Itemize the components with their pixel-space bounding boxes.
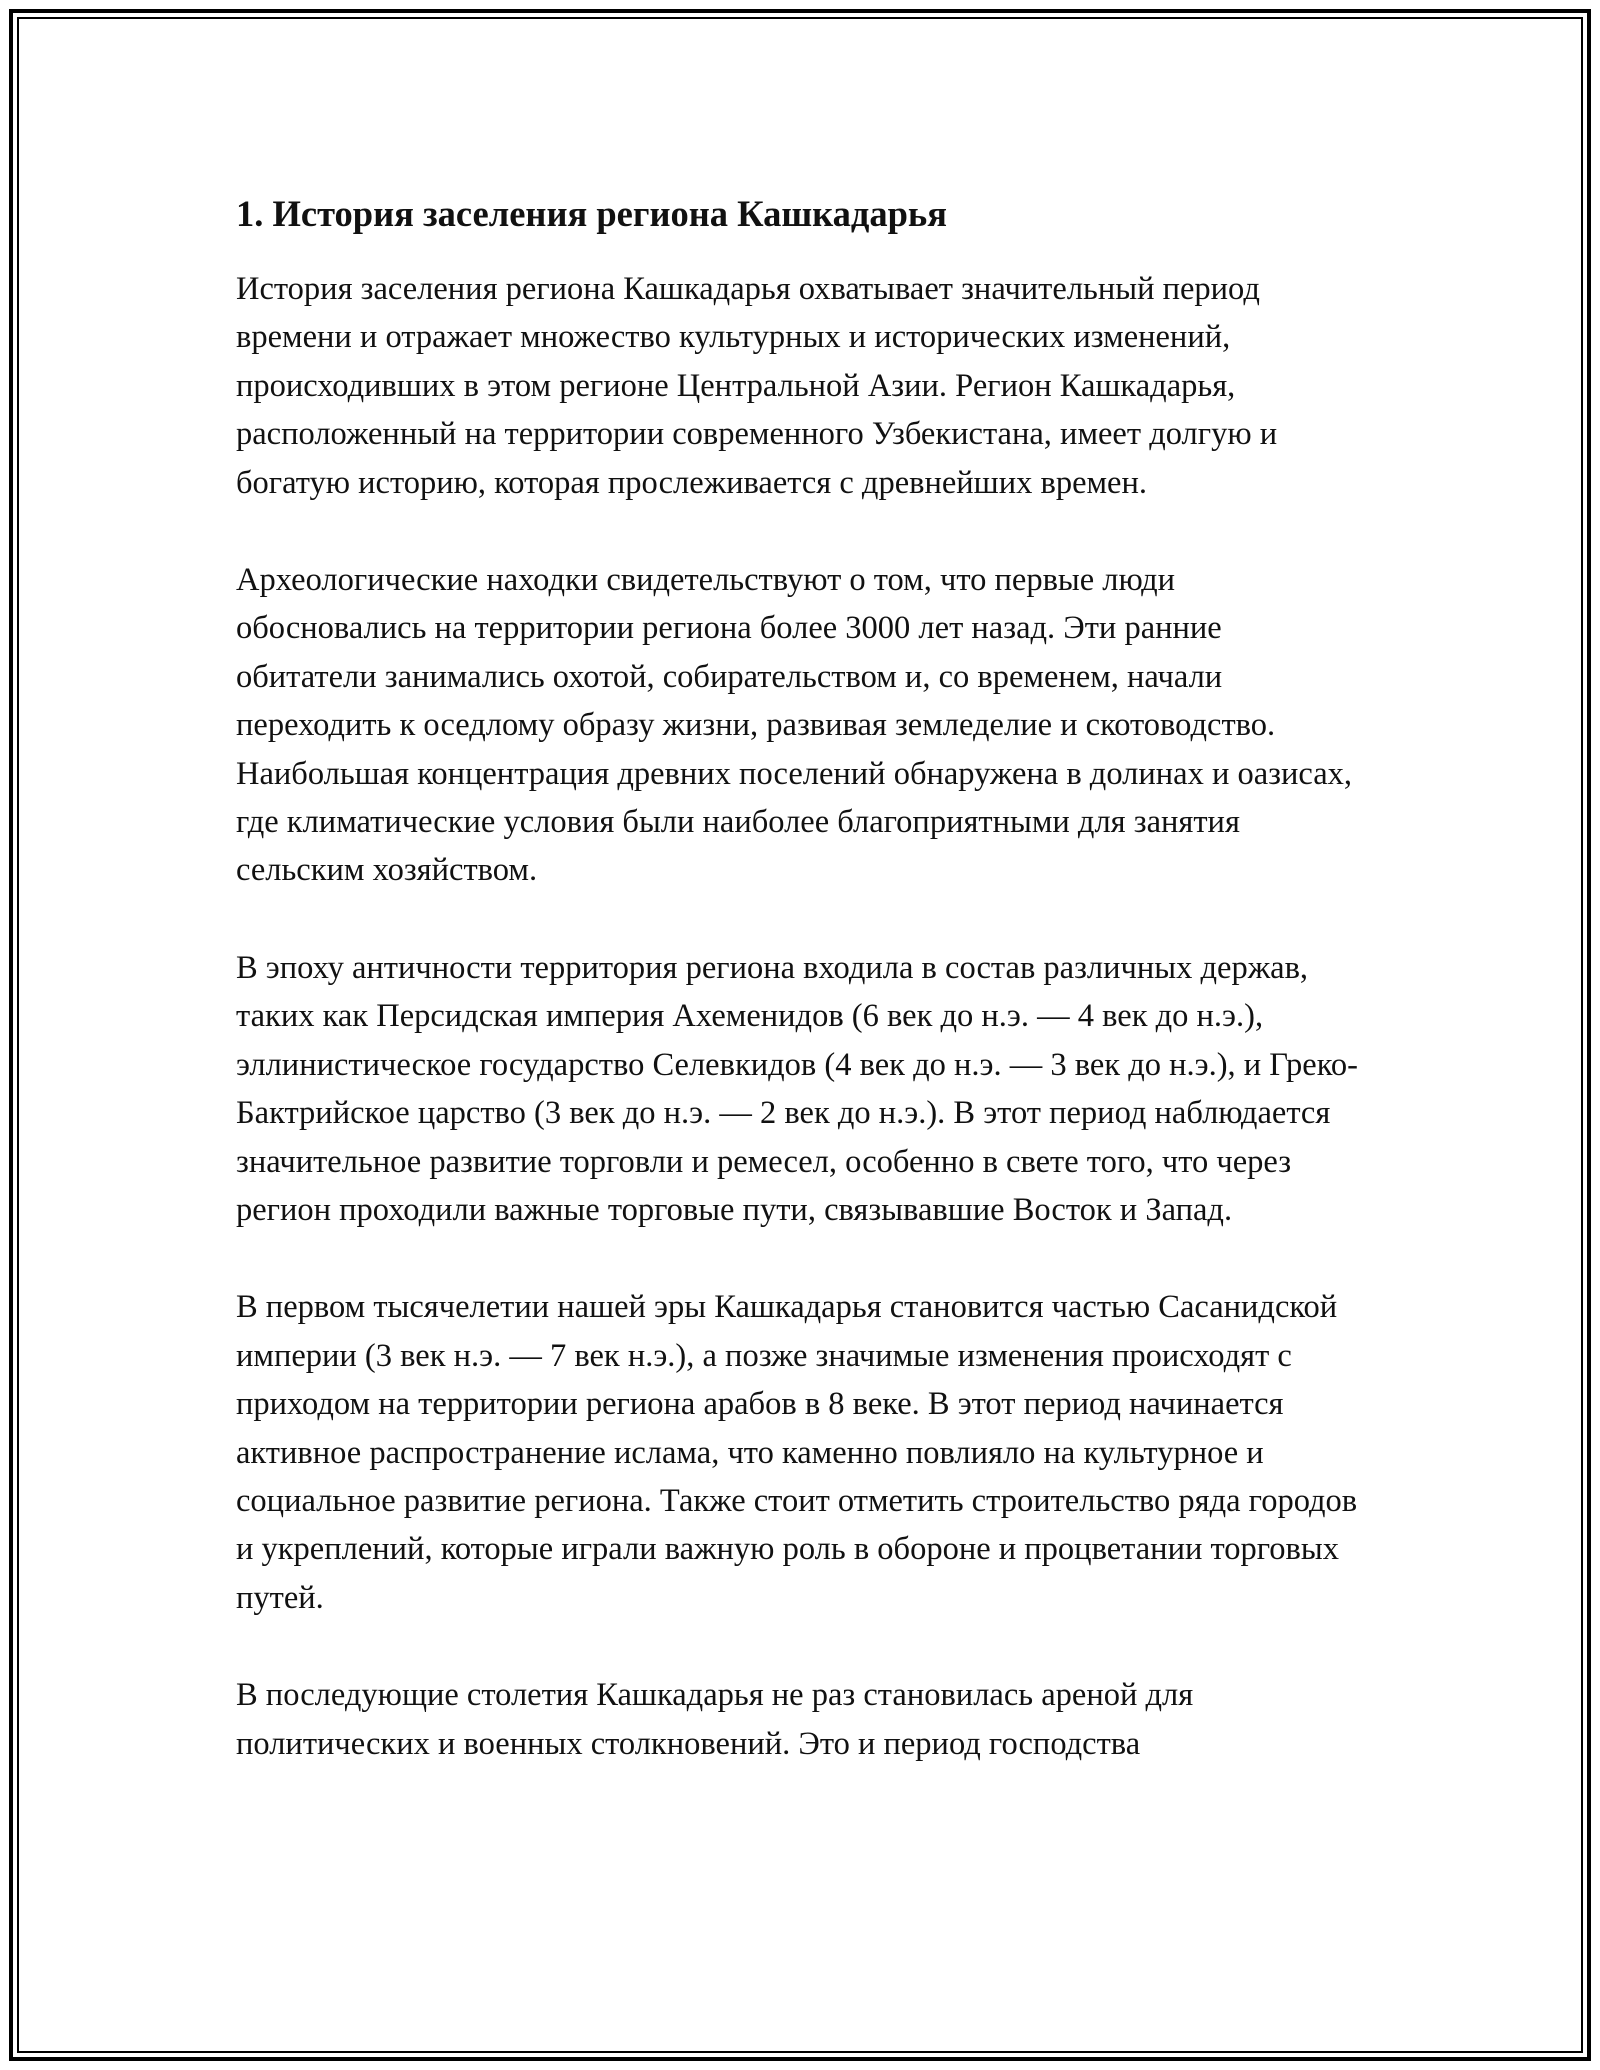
- paragraph-first-millennium: В первом тысячелетии нашей эры Кашкадарья становится частью Сасанидской империи (3 век н.э. — 7 век н.э.), а позже значимые изменения происходят с приходом на территории региона арабов в 8 веке. В этот период начинается активное распространение ислама, что каменно повлияло на культурное и социальное развитие региона. Также стоит отметить строительство ряда городов и укреплений, которые играли важную роль в обороне и процветании торговых путей.: [236, 1289, 1358, 1616]
- paragraph-later-centuries: В последующие столетия Кашкадарья не раз становилась ареной для политических и военных столкновений. Это и период господства: [236, 1677, 1194, 1762]
- section-heading: 1. История заселения региона Кашкадарья: [236, 193, 947, 234]
- paragraph-archaeology: Археологические находки свидетельствуют о том, что первые люди обосновались на территории региона более 3000 лет назад. Эти ранние обитатели занимались охотой, собирательством и, со временем, начали переходить к оседлому образу жизни, развивая земледелие и скотоводство. Наибольшая концентрация древних поселений обнаружена в долинах и оазисах, где климатические условия были наиболее благоприятными для занятия сельским хозяйством.: [236, 562, 1353, 889]
- document-body: [236, 188, 1376, 1768]
- paragraph-intro: История заселения региона Кашкадарья охватывает значительный период времени и отражает множество культурных и исторических изменений, происходивших в этом регионе Центральной Азии. Регион Кашкадарья, расположенный на территории современного Узбекистана, имеет долгую и богатую историю, которая прослеживается с древнейших времен.: [236, 271, 1278, 501]
- paragraph-antiquity: В эпоху античности территория региона входила в состав различных держав, таких как Персидская империя Ахеменидов (6 век до н.э. — 4 век до н.э.), эллинистическое государство Селевкидов (4 век до н.э. — 3 век до н.э.), и Греко-Бактрийское царство (3 век до н.э. — 2 век до н.э.). В этот период наблюдается значительное развитие торговли и ремесел, особенно в свете того, что через регион проходили важные торговые пути, связывавшие Восток и Запад.: [236, 949, 1358, 1228]
